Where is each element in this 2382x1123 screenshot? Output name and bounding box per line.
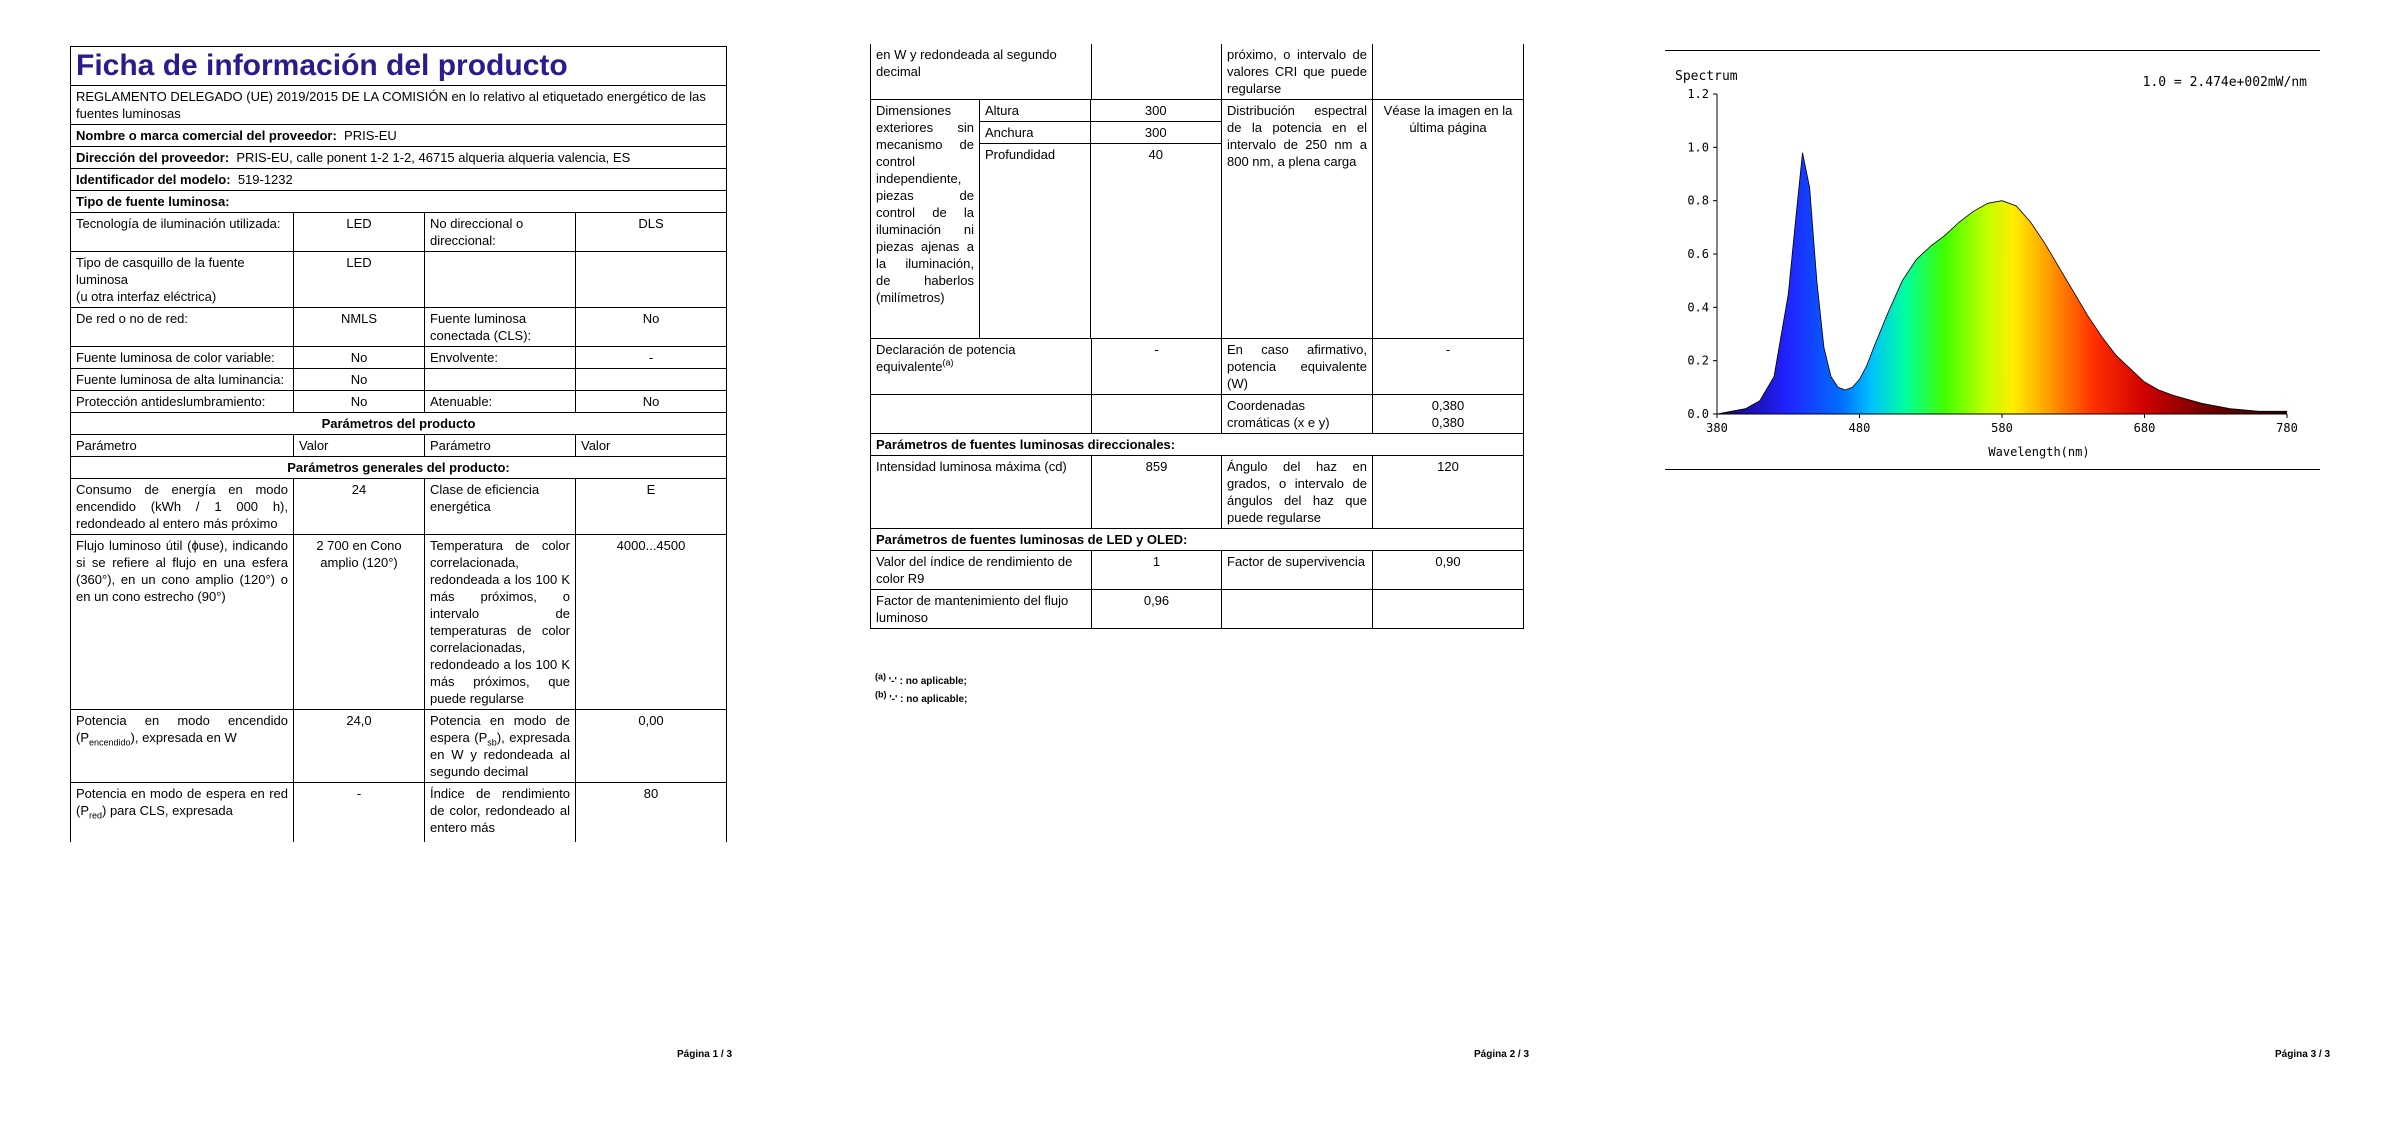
param-cell: De red o no de red: — [71, 308, 294, 347]
dimension-value: 300 — [1090, 100, 1221, 122]
network-standby-sub: red — [89, 810, 103, 821]
frame-top-line — [1665, 50, 2320, 51]
value-cell: 859 — [1092, 456, 1222, 529]
page-footer: Página 2 / 3 — [1474, 1049, 1530, 1060]
table-row — [71, 252, 727, 308]
value-cell: - — [1373, 339, 1524, 395]
table-row — [871, 44, 1524, 100]
param-cell — [71, 252, 294, 308]
table-row — [871, 551, 1524, 590]
table-row — [871, 456, 1524, 529]
address-label: Dirección del proveedor: — [76, 150, 230, 165]
power-on-text: Potencia en modo encendido (P — [76, 713, 288, 745]
value-cell: No — [294, 347, 425, 369]
page-title: Ficha de información del producto — [76, 49, 568, 82]
plot-area — [1687, 87, 2298, 435]
cap-type-note: (u otra interfaz eléctrica) — [76, 289, 217, 304]
param-cell: Valor del índice de rendimiento de color R9 — [871, 551, 1092, 590]
value-cell: No — [294, 391, 425, 413]
value-cell: 80 — [576, 783, 727, 843]
equiv-power-text: Declaración de potencia equivalente — [876, 342, 1016, 374]
product-info-table-continued — [870, 44, 1524, 629]
page-3 — [1601, 0, 2381, 1123]
value-cell: 0,00 — [576, 710, 727, 783]
param-cell: Clase de eficiencia energética — [425, 479, 576, 535]
type-label: Tipo de fuente luminosa: — [71, 191, 727, 213]
footnote-b — [875, 691, 967, 709]
param-cell: Ángulo del haz en grados, o intervalo de ángulos del haz que puede regularse — [1222, 456, 1373, 529]
value-cell: 1 — [1092, 551, 1222, 590]
y-tick-label: 0.6 — [1687, 247, 1709, 261]
address-row — [71, 147, 727, 169]
empty-cell — [425, 252, 576, 308]
y-tick-label: 0.0 — [1687, 407, 1709, 421]
page-1 — [0, 0, 780, 1123]
dimension-label: Profundidad — [980, 144, 1090, 339]
param-cell: Consumo de energía en modo encendido (kWh / 1 000 h), redondeado al entero más próximo — [71, 479, 294, 535]
table-row — [71, 783, 727, 843]
standby-text-end: ), expresada en W y redondeada al segundo decimal — [430, 730, 570, 779]
param-cell: Flujo luminoso útil (ɸuse), indicando si se refiere al flujo en una esfera (360°), en un cono amplio (120°) o en un cono estrecho (90°) — [71, 535, 294, 710]
value-cell: 24 — [294, 479, 425, 535]
value-cell: LED — [294, 252, 425, 308]
address-value: PRIS-EU, calle ponent 1-2 1-2, 46715 alqueria alqueria valencia, ES — [236, 150, 631, 165]
spectrum-chart — [1667, 56, 2317, 466]
value-cell: DLS — [576, 213, 727, 252]
value-cell: 0,96 — [1092, 590, 1222, 629]
param-cell: Intensidad luminosa máxima (cd) — [871, 456, 1092, 529]
param-cell: En caso afirmativo, potencia equivalente (W) — [1222, 339, 1373, 395]
footnote-a-ref: (a) — [942, 357, 954, 368]
x-tick-label: 380 — [1706, 421, 1728, 435]
value-cell: 4000...4500 — [576, 535, 727, 710]
dimensions-table — [980, 100, 1221, 338]
footnote-b-mark: (b) — [875, 689, 887, 700]
param-cell: Fuente luminosa de color variable: — [71, 347, 294, 369]
params-header: Parámetros del producto — [71, 413, 727, 435]
standby-sub: sb — [487, 737, 497, 748]
chart-scale-note: 1.0 = 2.474e+002mW/nm — [2142, 75, 2307, 90]
value-cell: Véase la imagen en la última página — [1373, 100, 1524, 339]
table-row — [71, 369, 727, 391]
param-cell — [71, 783, 294, 843]
table-row — [71, 213, 727, 252]
footnote-a-text: '-' : no aplicable; — [888, 676, 967, 687]
page-2 — [801, 0, 1581, 1123]
value-cell: 2 700 en Cono amplio (120°) — [294, 535, 425, 710]
table-row — [871, 339, 1524, 395]
table-row — [871, 100, 1524, 339]
param-cell: Factor de mantenimiento del flujo luminoso — [871, 590, 1092, 629]
x-tick-label: 780 — [2276, 421, 2298, 435]
y-tick-label: 0.8 — [1687, 193, 1709, 208]
page-footer: Página 3 / 3 — [2275, 1049, 2331, 1060]
table-row — [71, 308, 727, 347]
param-cell: Atenuable: — [425, 391, 576, 413]
value-cell: No — [576, 391, 727, 413]
x-tick-label: 480 — [1848, 421, 1871, 435]
col-value-header: Valor — [576, 435, 727, 457]
chroma-x: 0,380 — [1431, 398, 1465, 413]
dimension-value: 300 — [1090, 122, 1221, 144]
param-cell: Temperatura de color correlacionada, redondeada a los 100 K más próximos, o intervalo de temperaturas de color correlacionadas, redondeado a los 100 K más próximos, que puede regularse — [425, 535, 576, 710]
dimensions-cell — [980, 100, 1222, 339]
param-cell: Factor de supervivencia — [1222, 551, 1373, 590]
supplier-label: Nombre o marca comercial del proveedor: — [76, 128, 337, 143]
general-header: Parámetros generales del producto: — [71, 457, 727, 479]
empty-cell — [1092, 44, 1222, 100]
param-cell: Dimensiones exteriores sin mecanismo de control independiente, piezas de control de la iluminación ni piezas ajenas a la iluminación, de haberlos (milímetros) — [871, 100, 980, 339]
value-cell: - — [576, 347, 727, 369]
empty-cell — [1222, 590, 1373, 629]
frame-bottom-line — [1665, 469, 2320, 470]
param-cell: Tecnología de iluminación utilizada: — [71, 213, 294, 252]
table-row — [71, 479, 727, 535]
empty-cell — [425, 369, 576, 391]
value-cell: NMLS — [294, 308, 425, 347]
dimension-row — [980, 144, 1221, 339]
column-header-row — [71, 435, 727, 457]
empty-cell — [576, 369, 727, 391]
value-cell: - — [294, 783, 425, 843]
param-cell: Protección antideslumbramiento: — [71, 391, 294, 413]
param-cell: No direccional o direccional: — [425, 213, 576, 252]
param-cell — [871, 339, 1092, 395]
value-cell: No — [294, 369, 425, 391]
footnote-a-mark: (a) — [875, 671, 886, 682]
supplier-row — [71, 125, 727, 147]
power-on-text-end: ), expresada en W — [130, 730, 237, 745]
value-cell: LED — [294, 213, 425, 252]
model-row — [71, 169, 727, 191]
spectrum-area — [1717, 153, 2287, 414]
y-tick-label: 1.0 — [1687, 140, 1709, 155]
dimension-value: 40 — [1090, 144, 1221, 339]
param-cell — [425, 710, 576, 783]
regulation-text: REGLAMENTO DELEGADO (UE) 2019/2015 DE LA COMISIÓN en lo relativo al etiquetado energético de las fuentes luminosas — [71, 86, 727, 125]
dimension-label: Altura — [980, 100, 1090, 122]
param-cell: Coordenadas cromáticas (x e y) — [1222, 395, 1373, 434]
empty-cell — [1373, 44, 1524, 100]
footnotes — [875, 673, 967, 709]
footnote-b-text: '-' : no aplicable; — [889, 694, 968, 705]
param-cell: próximo, o intervalo de valores CRI que puede regularse — [1222, 44, 1373, 100]
chart-title: Spectrum — [1675, 69, 1738, 84]
page-footer: Página 1 / 3 — [677, 1049, 733, 1060]
table-row — [71, 710, 727, 783]
table-row — [871, 590, 1524, 629]
value-cell: 24,0 — [294, 710, 425, 783]
table-row — [71, 347, 727, 369]
empty-cell — [1373, 590, 1524, 629]
value-cell: No — [576, 308, 727, 347]
x-tick-label: 680 — [2133, 421, 2156, 435]
empty-cell — [871, 395, 1092, 434]
table-row — [71, 391, 727, 413]
model-label: Identificador del modelo: — [76, 172, 231, 187]
y-tick-label: 1.2 — [1687, 87, 1709, 101]
param-cell: Fuente luminosa de alta luminancia: — [71, 369, 294, 391]
product-info-table — [70, 46, 727, 842]
table-row — [871, 395, 1524, 434]
param-cell: en W y redondeada al segundo decimal — [871, 44, 1092, 100]
cap-type-text: Tipo de casquillo de la fuente luminosa — [76, 255, 245, 287]
param-cell: Fuente luminosa conectada (CLS): — [425, 308, 576, 347]
table-row — [71, 535, 727, 710]
led-header: Parámetros de fuentes luminosas de LED y OLED: — [871, 529, 1524, 551]
col-param-header: Parámetro — [71, 435, 294, 457]
value-cell: E — [576, 479, 727, 535]
dimension-label: Anchura — [980, 122, 1090, 144]
value-cell — [1373, 395, 1524, 434]
network-standby-text: Potencia en modo de espera en red (P — [76, 786, 288, 818]
param-cell: Distribución espectral de la potencia en el intervalo de 250 nm a 800 nm, a plena carga — [1222, 100, 1373, 339]
power-on-sub: encendido — [89, 737, 131, 748]
value-cell: 120 — [1373, 456, 1524, 529]
param-cell: Índice de rendimiento de color, redondeado al entero más — [425, 783, 576, 843]
empty-cell — [576, 252, 727, 308]
param-cell: Envolvente: — [425, 347, 576, 369]
title-cell — [71, 47, 727, 86]
network-standby-text-end: ) para CLS, expresada — [102, 803, 233, 818]
empty-cell — [1092, 395, 1222, 434]
col-param-header: Parámetro — [425, 435, 576, 457]
dimension-row — [980, 122, 1221, 144]
param-cell — [71, 710, 294, 783]
footnote-a — [875, 673, 967, 691]
standby-text: Potencia en modo de espera (P — [430, 713, 570, 745]
y-tick-label: 0.2 — [1687, 353, 1709, 368]
x-axis-label: Wavelength(nm) — [1988, 445, 2090, 459]
chroma-y: 0,380 — [1431, 415, 1465, 430]
dimension-row — [980, 100, 1221, 122]
model-value: 519-1232 — [237, 172, 293, 187]
supplier-value: PRIS-EU — [344, 128, 397, 143]
directional-header: Parámetros de fuentes luminosas direccionales: — [871, 434, 1524, 456]
col-value-header: Valor — [294, 435, 425, 457]
x-tick-label: 580 — [1991, 421, 2013, 435]
y-tick-label: 0.4 — [1687, 300, 1709, 315]
value-cell: 0,90 — [1373, 551, 1524, 590]
value-cell: - — [1092, 339, 1222, 395]
